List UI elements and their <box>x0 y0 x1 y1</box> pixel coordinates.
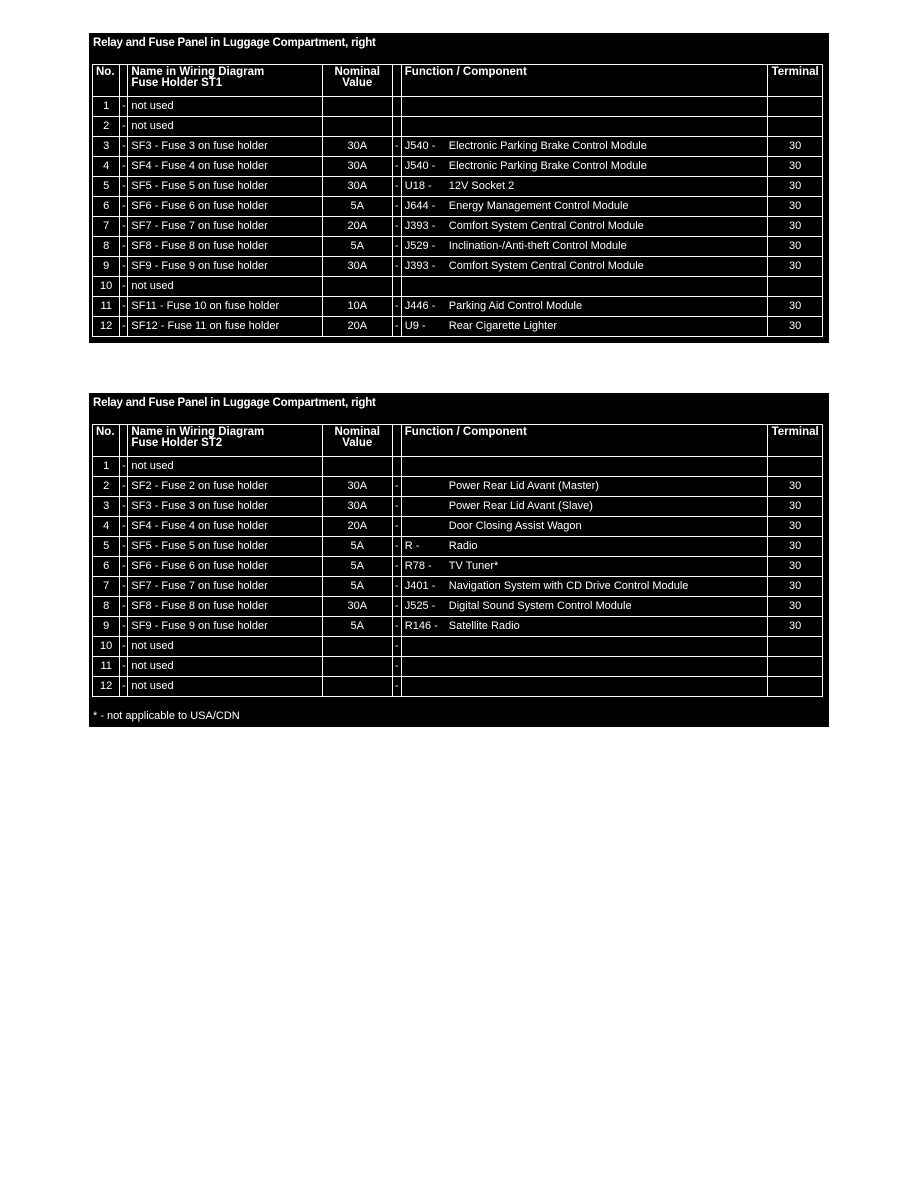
header-function: Function / Component <box>401 425 768 457</box>
component-name: Energy Management Control Module <box>448 200 629 212</box>
row-number: 11 <box>93 657 120 677</box>
terminal-value: 30 <box>768 597 823 617</box>
function-component <box>401 117 768 137</box>
header-value-line1: Nominal <box>334 426 380 438</box>
nominal-value: 5A <box>322 537 392 557</box>
row-number: 5 <box>93 537 120 557</box>
row-dash: - <box>392 517 401 537</box>
table-row <box>93 677 823 697</box>
component-code: J525 - <box>404 600 436 612</box>
fuse-panel-st2 <box>89 393 829 727</box>
terminal-value: 30 <box>768 297 823 317</box>
component-name: Inclination-/Anti-theft Control Module <box>448 240 627 252</box>
nominal-value: 5A <box>322 617 392 637</box>
row-dash: - <box>392 677 401 697</box>
function-component <box>401 97 768 117</box>
fuse-table-body <box>93 97 823 337</box>
terminal-value: 30 <box>768 237 823 257</box>
function-component <box>401 317 768 337</box>
fuse-name: not used <box>128 117 322 137</box>
nominal-value: 30A <box>322 157 392 177</box>
component-name: Electronic Parking Brake Control Module <box>448 160 647 172</box>
row-dash: - <box>120 577 128 597</box>
component-name: Comfort System Central Control Module <box>448 220 644 232</box>
table-row <box>93 97 823 117</box>
row-dash: - <box>392 577 401 597</box>
row-dash <box>392 117 401 137</box>
row-dash: - <box>392 157 401 177</box>
row-number: 4 <box>93 157 120 177</box>
row-dash: - <box>392 177 401 197</box>
fuse-name: SF6 - Fuse 6 on fuse holder <box>128 197 322 217</box>
terminal-value <box>768 97 823 117</box>
row-dash <box>392 97 401 117</box>
terminal-value <box>768 117 823 137</box>
header-terminal: Terminal <box>768 425 823 457</box>
header-name <box>128 65 322 97</box>
fuse-name: SF8 - Fuse 8 on fuse holder <box>128 597 322 617</box>
row-dash: - <box>392 137 401 157</box>
function-component <box>401 457 768 477</box>
header-value <box>322 65 392 97</box>
function-component <box>401 197 768 217</box>
terminal-value <box>768 657 823 677</box>
table-row <box>93 617 823 637</box>
header-value <box>322 425 392 457</box>
function-component <box>401 477 768 497</box>
fuse-name: not used <box>128 657 322 677</box>
row-dash: - <box>120 237 128 257</box>
function-component <box>401 517 768 537</box>
footnote: * - not applicable to USA/CDN <box>93 710 240 722</box>
header-dash <box>120 65 128 97</box>
function-component <box>401 237 768 257</box>
function-component <box>401 177 768 197</box>
nominal-value <box>322 637 392 657</box>
header-no: No. <box>93 65 120 97</box>
nominal-value <box>322 277 392 297</box>
fuse-name: SF11 - Fuse 10 on fuse holder <box>128 297 322 317</box>
terminal-value: 30 <box>768 617 823 637</box>
nominal-value: 5A <box>322 237 392 257</box>
fuse-name: SF7 - Fuse 7 on fuse holder <box>128 217 322 237</box>
component-name: Door Closing Assist Wagon <box>448 520 582 532</box>
nominal-value: 30A <box>322 477 392 497</box>
function-component <box>401 137 768 157</box>
row-number: 4 <box>93 517 120 537</box>
header-value-line2: Value <box>342 437 373 449</box>
component-name: Digital Sound System Control Module <box>448 600 632 612</box>
function-component <box>401 217 768 237</box>
fuse-name: SF5 - Fuse 5 on fuse holder <box>128 177 322 197</box>
row-dash: - <box>120 217 128 237</box>
row-number: 10 <box>93 277 120 297</box>
row-dash: - <box>392 657 401 677</box>
nominal-value: 30A <box>322 257 392 277</box>
row-dash: - <box>120 677 128 697</box>
row-dash: - <box>392 597 401 617</box>
row-dash: - <box>120 277 128 297</box>
component-code: R146 - <box>404 620 438 632</box>
header-name-line1: Name in Wiring Diagram <box>131 426 265 438</box>
table-header-row <box>93 65 823 97</box>
component-name: Power Rear Lid Avant (Master) <box>448 480 599 492</box>
table-row <box>93 197 823 217</box>
nominal-value: 5A <box>322 197 392 217</box>
fuse-name: not used <box>128 677 322 697</box>
panel-title: Relay and Fuse Panel in Luggage Compartment, right <box>93 37 376 49</box>
component-code: J401 - <box>404 580 436 592</box>
row-dash: - <box>392 317 401 337</box>
row-dash: - <box>120 457 128 477</box>
nominal-value: 20A <box>322 217 392 237</box>
fuse-name: SF12 - Fuse 11 on fuse holder <box>128 317 322 337</box>
component-name: Satellite Radio <box>448 620 520 632</box>
terminal-value <box>768 277 823 297</box>
nominal-value: 5A <box>322 577 392 597</box>
terminal-value: 30 <box>768 497 823 517</box>
terminal-value: 30 <box>768 257 823 277</box>
terminal-value: 30 <box>768 317 823 337</box>
table-row <box>93 497 823 517</box>
nominal-value: 5A <box>322 557 392 577</box>
terminal-value: 30 <box>768 197 823 217</box>
header-value-line2: Value <box>342 77 373 89</box>
row-dash: - <box>120 157 128 177</box>
component-code: J393 - <box>404 220 436 232</box>
row-number: 9 <box>93 617 120 637</box>
fuse-name: SF4 - Fuse 4 on fuse holder <box>128 157 322 177</box>
fuse-name: SF2 - Fuse 2 on fuse holder <box>128 477 322 497</box>
component-name: Rear Cigarette Lighter <box>448 320 558 332</box>
nominal-value <box>322 457 392 477</box>
row-dash: - <box>120 317 128 337</box>
header-dash <box>120 425 128 457</box>
row-dash: - <box>120 297 128 317</box>
component-code: J446 - <box>404 300 436 312</box>
row-dash: - <box>392 497 401 517</box>
row-number: 8 <box>93 237 120 257</box>
terminal-value: 30 <box>768 557 823 577</box>
fuse-name: SF9 - Fuse 9 on fuse holder <box>128 617 322 637</box>
row-dash <box>392 277 401 297</box>
function-component <box>401 657 768 677</box>
table-row <box>93 137 823 157</box>
header-terminal: Terminal <box>768 65 823 97</box>
row-dash: - <box>392 537 401 557</box>
row-number: 12 <box>93 677 120 697</box>
fuse-name: SF4 - Fuse 4 on fuse holder <box>128 517 322 537</box>
function-component <box>401 677 768 697</box>
row-dash: - <box>120 557 128 577</box>
function-component <box>401 257 768 277</box>
nominal-value <box>322 677 392 697</box>
component-code: R - <box>404 540 420 552</box>
terminal-value: 30 <box>768 157 823 177</box>
terminal-value: 30 <box>768 137 823 157</box>
table-row <box>93 637 823 657</box>
row-number: 1 <box>93 457 120 477</box>
function-component <box>401 557 768 577</box>
row-dash: - <box>120 597 128 617</box>
table-row <box>93 577 823 597</box>
row-dash: - <box>120 97 128 117</box>
nominal-value <box>322 117 392 137</box>
table-row <box>93 537 823 557</box>
component-name: Navigation System with CD Drive Control Module <box>448 580 689 592</box>
row-dash: - <box>120 537 128 557</box>
fuse-table <box>92 424 823 697</box>
terminal-value: 30 <box>768 177 823 197</box>
function-component <box>401 537 768 557</box>
row-number: 8 <box>93 597 120 617</box>
row-dash: - <box>392 637 401 657</box>
table-row <box>93 477 823 497</box>
table-row <box>93 157 823 177</box>
header-name <box>128 425 322 457</box>
table-row <box>93 217 823 237</box>
row-dash: - <box>120 637 128 657</box>
fuse-panel-st1 <box>89 33 829 343</box>
row-number: 6 <box>93 557 120 577</box>
terminal-value: 30 <box>768 517 823 537</box>
fuse-name: SF7 - Fuse 7 on fuse holder <box>128 577 322 597</box>
component-code: R78 - <box>404 560 432 572</box>
component-code: U9 - <box>404 320 426 332</box>
row-dash: - <box>120 657 128 677</box>
function-component <box>401 157 768 177</box>
row-number: 9 <box>93 257 120 277</box>
row-dash: - <box>392 297 401 317</box>
component-name: Electronic Parking Brake Control Module <box>448 140 647 152</box>
component-name: 12V Socket 2 <box>448 180 515 192</box>
header-dash <box>392 425 401 457</box>
component-code: J540 - <box>404 140 436 152</box>
component-name: Parking Aid Control Module <box>448 300 583 312</box>
row-number: 2 <box>93 477 120 497</box>
row-dash: - <box>120 617 128 637</box>
row-number: 11 <box>93 297 120 317</box>
nominal-value: 20A <box>322 517 392 537</box>
function-component <box>401 597 768 617</box>
table-header-row <box>93 425 823 457</box>
terminal-value <box>768 677 823 697</box>
row-dash: - <box>120 177 128 197</box>
row-number: 12 <box>93 317 120 337</box>
fuse-name: SF5 - Fuse 5 on fuse holder <box>128 537 322 557</box>
component-code: J393 - <box>404 260 436 272</box>
terminal-value: 30 <box>768 537 823 557</box>
row-number: 7 <box>93 217 120 237</box>
fuse-table <box>92 64 823 337</box>
row-dash: - <box>120 257 128 277</box>
header-name-line2: Fuse Holder ST2 <box>131 437 223 449</box>
terminal-value: 30 <box>768 477 823 497</box>
header-function: Function / Component <box>401 65 768 97</box>
row-number: 2 <box>93 117 120 137</box>
fuse-name: SF9 - Fuse 9 on fuse holder <box>128 257 322 277</box>
row-dash: - <box>392 237 401 257</box>
row-dash: - <box>392 217 401 237</box>
row-number: 6 <box>93 197 120 217</box>
fuse-name: SF3 - Fuse 3 on fuse holder <box>128 137 322 157</box>
row-dash: - <box>120 197 128 217</box>
component-name: Radio <box>448 540 478 552</box>
table-row <box>93 657 823 677</box>
row-dash <box>392 457 401 477</box>
row-number: 5 <box>93 177 120 197</box>
nominal-value <box>322 657 392 677</box>
row-dash: - <box>120 477 128 497</box>
nominal-value <box>322 97 392 117</box>
component-code: J644 - <box>404 200 436 212</box>
table-row <box>93 117 823 137</box>
fuse-table-body <box>93 457 823 697</box>
nominal-value: 30A <box>322 497 392 517</box>
component-name: Comfort System Central Control Module <box>448 260 644 272</box>
nominal-value: 30A <box>322 137 392 157</box>
fuse-name: not used <box>128 637 322 657</box>
component-code: J540 - <box>404 160 436 172</box>
nominal-value: 30A <box>322 597 392 617</box>
header-name-line1: Name in Wiring Diagram <box>131 66 265 78</box>
function-component <box>401 297 768 317</box>
terminal-value: 30 <box>768 217 823 237</box>
nominal-value: 20A <box>322 317 392 337</box>
function-component <box>401 637 768 657</box>
header-name-line2: Fuse Holder ST1 <box>131 77 223 89</box>
component-name: TV Tuner* <box>448 560 499 572</box>
fuse-name: SF3 - Fuse 3 on fuse holder <box>128 497 322 517</box>
table-row <box>93 177 823 197</box>
header-dash <box>392 65 401 97</box>
fuse-name: SF8 - Fuse 8 on fuse holder <box>128 237 322 257</box>
terminal-value: 30 <box>768 577 823 597</box>
row-dash: - <box>392 617 401 637</box>
header-no: No. <box>93 425 120 457</box>
function-component <box>401 497 768 517</box>
table-row <box>93 277 823 297</box>
row-dash: - <box>120 137 128 157</box>
row-number: 7 <box>93 577 120 597</box>
row-dash: - <box>392 477 401 497</box>
fuse-name: SF6 - Fuse 6 on fuse holder <box>128 557 322 577</box>
fuse-name: not used <box>128 97 322 117</box>
table-row <box>93 317 823 337</box>
table-row <box>93 557 823 577</box>
table-row <box>93 237 823 257</box>
table-row <box>93 457 823 477</box>
nominal-value: 30A <box>322 177 392 197</box>
row-dash: - <box>392 257 401 277</box>
nominal-value: 10A <box>322 297 392 317</box>
component-code: U18 - <box>404 180 432 192</box>
fuse-name: not used <box>128 277 322 297</box>
function-component <box>401 277 768 297</box>
row-dash: - <box>120 517 128 537</box>
row-dash: - <box>392 197 401 217</box>
function-component <box>401 617 768 637</box>
header-value-line1: Nominal <box>334 66 380 78</box>
panel-title: Relay and Fuse Panel in Luggage Compartment, right <box>93 397 376 409</box>
terminal-value <box>768 457 823 477</box>
row-number: 3 <box>93 497 120 517</box>
row-dash: - <box>120 117 128 137</box>
row-number: 1 <box>93 97 120 117</box>
terminal-value <box>768 637 823 657</box>
table-row <box>93 297 823 317</box>
row-dash: - <box>392 557 401 577</box>
component-name: Power Rear Lid Avant (Slave) <box>448 500 593 512</box>
function-component <box>401 577 768 597</box>
row-number: 10 <box>93 637 120 657</box>
row-number: 3 <box>93 137 120 157</box>
fuse-name: not used <box>128 457 322 477</box>
row-dash: - <box>120 497 128 517</box>
table-row <box>93 257 823 277</box>
table-row <box>93 597 823 617</box>
table-row <box>93 517 823 537</box>
component-code: J529 - <box>404 240 436 252</box>
